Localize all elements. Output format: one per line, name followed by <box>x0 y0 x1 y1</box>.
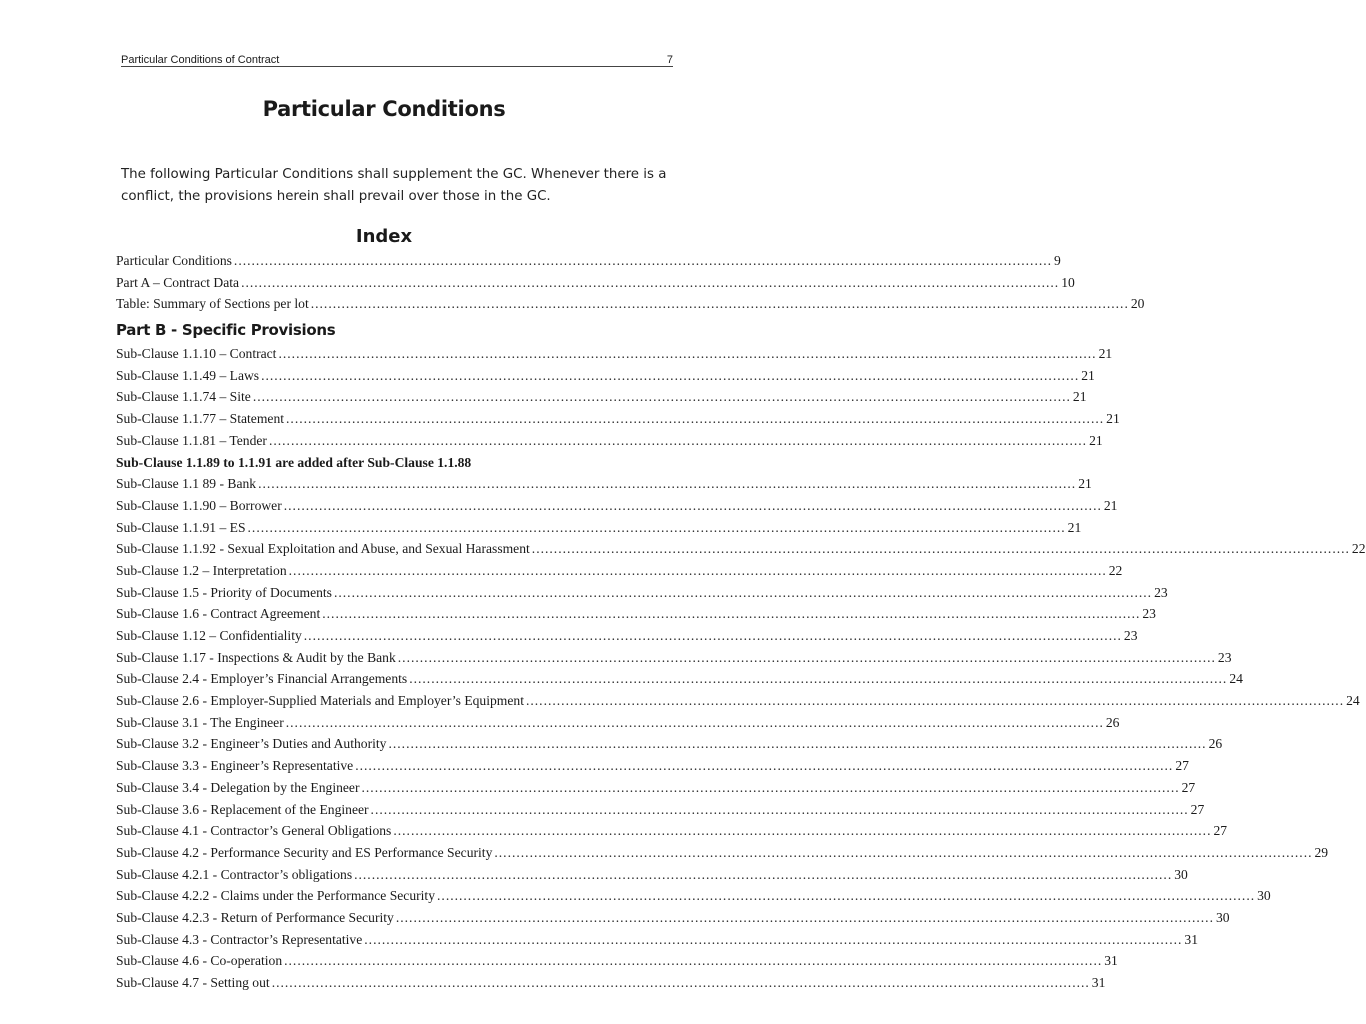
toc-entry <box>116 343 1113 365</box>
toc-dot-leader <box>388 733 1206 755</box>
toc-entry-label: Sub-Clause 3.1 - The Engineer <box>116 714 284 730</box>
toc-dot-leader <box>355 755 1173 777</box>
toc-heading-label: Sub-Clause 1.1.89 to 1.1.91 are added after Sub-Clause 1.1.88 <box>116 454 472 470</box>
toc-entry-label: Part A – Contract Data <box>116 274 240 290</box>
toc-entry <box>116 647 1232 669</box>
toc-subheading <box>116 452 672 474</box>
toc-entry-label: Sub-Clause 2.4 - Employer’s Financial Arrangements <box>116 671 408 687</box>
toc-entry-page: 30 <box>1257 888 1271 904</box>
toc-dot-leader <box>334 582 1152 604</box>
toc-entry-label: Sub-Clause 3.3 - Engineer’s Representative <box>116 758 354 774</box>
toc-dot-leader <box>371 799 1189 821</box>
toc-dot-leader <box>396 907 1214 929</box>
toc-entry-label: Sub-Clause 1.1.92 - Sexual Exploitation and Abuse, and Sexual Harassment <box>116 541 530 557</box>
toc-entry <box>116 495 1118 517</box>
toc-entry <box>116 755 1189 777</box>
toc-entry-page: 22 <box>1351 541 1366 557</box>
toc-entry-page: 23 <box>1154 584 1168 600</box>
toc-entry <box>116 538 1366 560</box>
toc-entry-page: 27 <box>1190 801 1205 817</box>
toc-entry-page: 31 <box>1091 975 1106 990</box>
toc-entry <box>116 690 1360 712</box>
toc-entry <box>116 820 1228 842</box>
toc-entry-label: Sub-Clause 1.1 89 - Bank <box>116 476 257 492</box>
toc-dot-leader <box>437 885 1255 907</box>
toc-dot-leader <box>311 293 1129 315</box>
toc-entry-label: Sub-Clause 3.4 - Delegation by the Engineer <box>116 779 360 795</box>
toc-entry <box>116 972 1106 994</box>
toc-dot-leader <box>272 972 1090 994</box>
toc-dot-leader <box>284 950 1102 972</box>
table-of-contents <box>116 250 1366 994</box>
toc-entry <box>116 625 1138 647</box>
toc-dot-leader <box>286 712 1104 734</box>
toc-entry <box>116 712 1120 734</box>
toc-entry-label: Table: Summary of Sections per lot <box>116 296 309 312</box>
toc-entry <box>116 603 1156 625</box>
toc-entry-page: 23 <box>1123 628 1138 643</box>
toc-entry-page: 27 <box>1175 758 1189 774</box>
toc-entry-page: 21 <box>1081 367 1095 383</box>
toc-dot-leader <box>278 343 1096 365</box>
toc-entry-page: 30 <box>1215 909 1230 925</box>
toc-entry-label: Sub-Clause 4.1 - Contractor’s General Obligations <box>116 823 392 839</box>
toc-dot-leader <box>526 690 1344 712</box>
toc-entry-label: Sub-Clause 1.1.91 – ES <box>116 519 246 535</box>
toc-entry <box>116 842 1329 864</box>
toc-entry-page: 21 <box>1072 389 1087 405</box>
toc-entry-label: Sub-Clause 3.6 - Replacement of the Engineer <box>116 801 369 817</box>
toc-dot-leader <box>494 842 1312 864</box>
toc-dot-leader <box>362 777 1180 799</box>
toc-entry-page: 21 <box>1106 411 1120 427</box>
toc-entry <box>116 582 1168 604</box>
toc-entry-page: 26 <box>1208 736 1223 752</box>
toc-entry-label: Sub-Clause 2.6 - Employer-Supplied Materials and Employer’s Equipment <box>116 693 524 709</box>
toc-entry <box>116 907 1230 929</box>
toc-entry-label: Sub-Clause 1.1.77 – Statement <box>116 411 285 427</box>
toc-entry-page: 21 <box>1103 497 1118 513</box>
toc-entry-page: 9 <box>1054 253 1061 268</box>
toc-entry-label: Sub-Clause 4.2 - Performance Security and ES Performance Security <box>116 844 493 860</box>
toc-entry-page: 24 <box>1346 693 1360 709</box>
intro-paragraph: The following Particular Conditions shall supplement the GC. Whenever there is a conflict, the provisions herein shall prevail over those in the GC. <box>121 167 667 204</box>
toc-entry-label: Particular Conditions <box>116 253 232 268</box>
toc-part-heading <box>116 315 672 343</box>
toc-entry-label: Sub-Clause 1.1.49 – Laws <box>116 367 260 383</box>
toc-dot-leader <box>393 820 1211 842</box>
toc-entry-page: 29 <box>1314 844 1329 860</box>
toc-dot-leader <box>234 250 1052 272</box>
toc-entry-page: 21 <box>1078 476 1092 492</box>
toc-entry <box>116 386 1087 408</box>
toc-entry-label: Sub-Clause 4.6 - Co-operation <box>116 953 283 969</box>
toc-dot-leader <box>289 560 1107 582</box>
running-title: Particular Conditions of Contract <box>121 54 280 66</box>
toc-dot-leader <box>398 647 1216 669</box>
toc-entry <box>116 777 1196 799</box>
toc-entry-label: Sub-Clause 4.3 - Contractor’s Representative <box>116 931 363 947</box>
toc-entry-label: Sub-Clause 1.1.10 – Contract <box>116 346 277 362</box>
toc-entry <box>116 430 1103 452</box>
toc-entry <box>116 733 1223 755</box>
toc-dot-leader <box>261 365 1079 387</box>
toc-entry-label: Sub-Clause 1.6 - Contract Agreement <box>116 606 321 622</box>
toc-dot-leader <box>284 495 1102 517</box>
toc-dot-leader <box>354 864 1172 886</box>
toc-entry-label: Sub-Clause 4.2.2 - Claims under the Performance Security <box>116 888 436 904</box>
toc-entry-label: Sub-Clause 4.2.3 - Return of Performance Security <box>116 909 394 925</box>
toc-entry-label: Sub-Clause 1.17 - Inspections & Audit by the Bank <box>116 649 396 665</box>
toc-entry <box>116 473 1092 495</box>
toc-entry-label: Sub-Clause 1.1.81 – Tender <box>116 432 267 448</box>
toc-entry-label: Sub-Clause 4.7 - Setting out <box>116 975 270 990</box>
toc-dot-leader <box>532 538 1350 560</box>
toc-entry-page: 22 <box>1108 562 1123 578</box>
toc-entry-page: 23 <box>1217 649 1232 665</box>
toc-entry <box>116 517 1082 539</box>
toc-entry-page: 23 <box>1142 606 1156 622</box>
toc-entry-page: 27 <box>1181 779 1196 795</box>
toc-dot-leader <box>304 625 1122 647</box>
toc-entry-page: 21 <box>1089 432 1103 448</box>
toc-entry <box>116 885 1271 907</box>
toc-entry-page: 21 <box>1098 346 1113 362</box>
toc-dot-leader <box>241 272 1059 294</box>
toc-entry-page: 30 <box>1174 866 1188 882</box>
running-header <box>121 49 673 67</box>
toc-entry <box>116 929 1198 951</box>
toc-dot-leader <box>322 603 1140 625</box>
toc-dot-leader <box>409 668 1227 690</box>
toc-entry-page: 27 <box>1213 823 1228 839</box>
toc-entry-page: 20 <box>1130 296 1145 312</box>
toc-entry-label: Sub-Clause 1.12 – Confidentiality <box>116 628 302 643</box>
toc-entry-label: Sub-Clause 3.2 - Engineer’s Duties and Authority <box>116 736 387 752</box>
toc-entry-label: Sub-Clause 1.1.90 – Borrower <box>116 497 282 513</box>
toc-dot-leader <box>253 386 1071 408</box>
index-heading: Index <box>355 226 413 247</box>
toc-entry <box>116 408 1120 430</box>
toc-entry-page: 31 <box>1104 953 1118 969</box>
toc-entry <box>116 293 1145 315</box>
toc-entry <box>116 950 1118 972</box>
toc-dot-leader <box>364 929 1182 951</box>
toc-dot-leader <box>258 473 1076 495</box>
toc-entry-label: Sub-Clause 1.1.74 – Site <box>116 389 251 405</box>
toc-entry <box>116 799 1205 821</box>
page-number: 7 <box>666 54 673 66</box>
toc-entry-page: 24 <box>1229 671 1243 687</box>
toc-dot-leader <box>269 430 1087 452</box>
toc-entry <box>116 272 1075 294</box>
toc-entry <box>116 864 1188 886</box>
toc-heading-label: Part B - Specific Provisions <box>116 321 336 340</box>
page-title: Particular Conditions <box>262 97 506 121</box>
toc-entry <box>116 560 1123 582</box>
toc-entry-page: 21 <box>1067 519 1082 535</box>
toc-entry-label: Sub-Clause 4.2.1 - Contractor’s obligations <box>116 866 353 882</box>
toc-dot-leader <box>248 517 1066 539</box>
toc-entry <box>116 250 1061 272</box>
toc-entry-label: Sub-Clause 1.2 – Interpretation <box>116 562 287 578</box>
toc-entry-page: 31 <box>1184 931 1198 947</box>
toc-entry <box>116 668 1243 690</box>
toc-entry-page: 26 <box>1105 714 1120 730</box>
toc-dot-leader <box>286 408 1104 430</box>
toc-entry-label: Sub-Clause 1.5 - Priority of Documents <box>116 584 332 600</box>
toc-entry <box>116 365 1095 387</box>
toc-entry-page: 10 <box>1061 274 1075 290</box>
